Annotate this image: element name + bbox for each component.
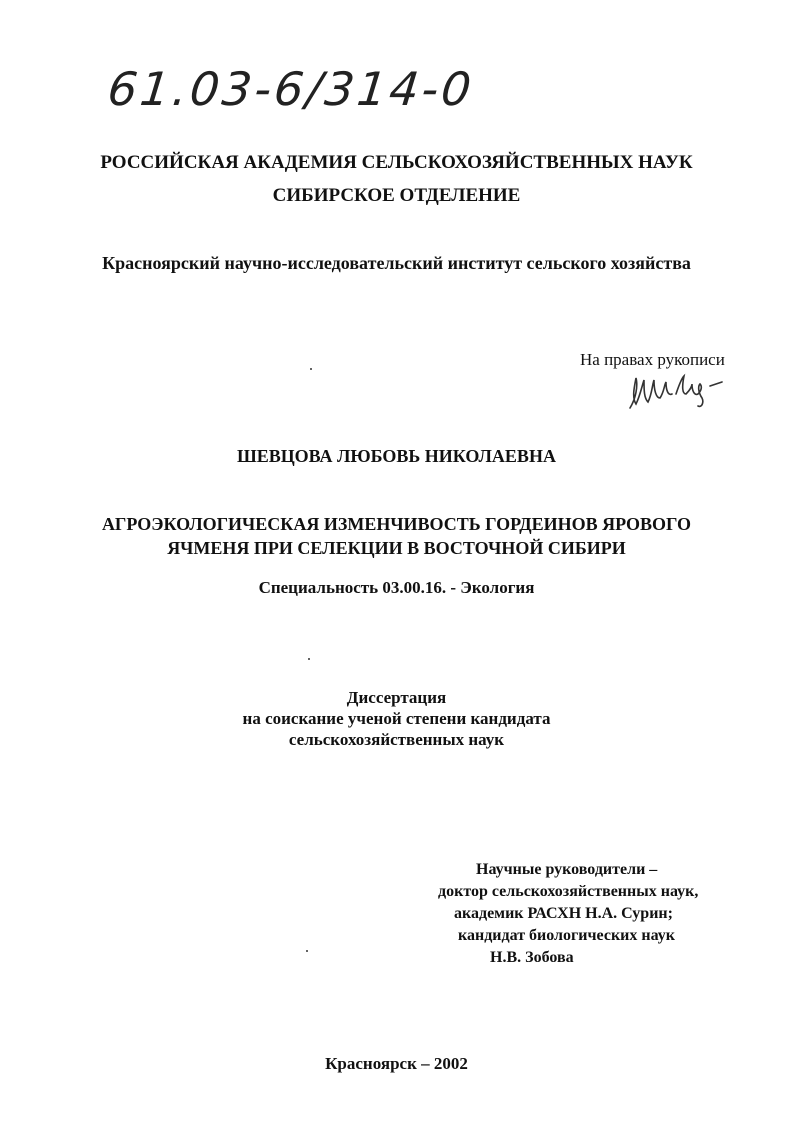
supervisor-2-name: Н.В. Зобова bbox=[490, 949, 574, 966]
scan-speck bbox=[310, 368, 312, 370]
degree-purpose: на соискание ученой степени кандидата bbox=[242, 709, 551, 728]
city-and-year: Красноярск – 2002 bbox=[325, 1054, 468, 1073]
document-type: Диссертация bbox=[346, 688, 447, 707]
organization-name: РОССИЙСКАЯ АКАДЕМИЯ СЕЛЬСКОХОЗЯЙСТВЕННЫХ НАУК bbox=[100, 152, 693, 173]
handwritten-archive-code: 61.03-6/314-0 bbox=[105, 62, 477, 116]
degree-field: сельскохозяйственных наук bbox=[288, 730, 505, 749]
scan-speck bbox=[308, 658, 310, 660]
scan-speck bbox=[306, 950, 308, 952]
dissertation-title-line-1: АГРОЭКОЛОГИЧЕСКАЯ ИЗМЕНЧИВОСТЬ ГОРДЕИНОВ ЯРОВОГО bbox=[101, 514, 692, 534]
supervisors-heading: Научные руководители – bbox=[476, 861, 658, 878]
supervisor-1-degree: доктор сельскохозяйственных наук, bbox=[438, 883, 699, 900]
supervisor-1-name: академик РАСХН Н.А. Сурин; bbox=[454, 905, 673, 922]
institute-name: Красноярский научно-исследовательский институт сельского хозяйства bbox=[102, 253, 691, 273]
supervisor-2-degree: кандидат биологических наук bbox=[458, 927, 675, 944]
dissertation-title-line-2: ЯЧМЕНЯ ПРИ СЕЛЕКЦИИ В ВОСТОЧНОЙ СИБИРИ bbox=[167, 538, 626, 558]
specialty: Специальность 03.00.16. - Экология bbox=[258, 578, 535, 597]
author-name: ШЕВЦОВА ЛЮБОВЬ НИКОЛАЕВНА bbox=[237, 446, 556, 466]
organization-branch: СИБИРСКОЕ ОТДЕЛЕНИЕ bbox=[272, 185, 521, 206]
signature-icon bbox=[622, 368, 732, 413]
manuscript-rights-note: На правах рукописи bbox=[580, 350, 725, 369]
